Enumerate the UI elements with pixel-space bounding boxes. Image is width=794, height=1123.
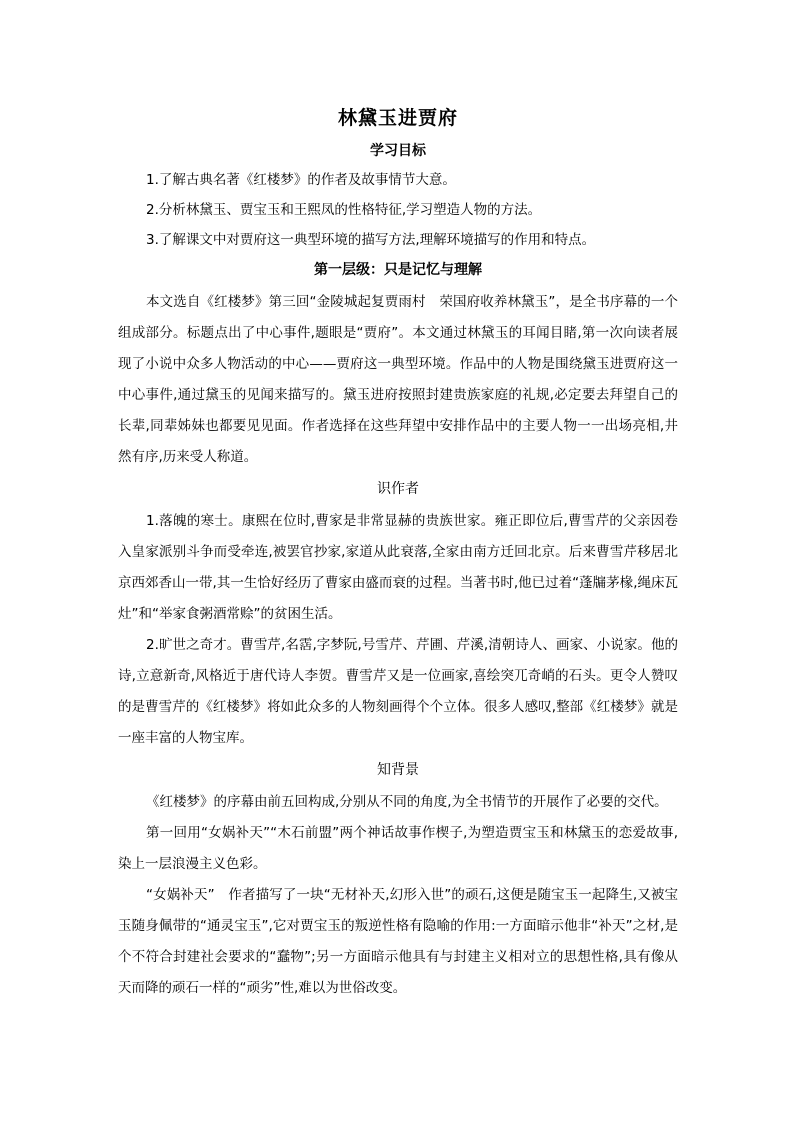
goal-item-2: 2.分析林黛玉、贾宝玉和王熙凤的性格特征,学习塑造人物的方法。	[146, 202, 542, 218]
goal-item-1: 1.了解古典名著《红楼梦》的作者及故事情节大意。	[146, 172, 456, 188]
background-paragraph-3: “女娲补天” 作者描写了一块“无材补天,幻形入世”的顽石,这便是随宝玉一起降生,又被宝玉随身佩带的“通灵宝玉”,它对贾宝玉的叛逆性格有隐喻的作用:一方面暗示他非“补天”之材,是个不符合封建社会要求的“蠢物”;另一方面暗示他具有与封建主义相对立的思想性格,具有像从天而降的顽石一样的“顽劣”性,难以为世俗改变。	[118, 887, 678, 996]
goals-heading: 学习目标	[370, 143, 426, 159]
page-title: 林黛玉进贾府	[337, 107, 458, 129]
background-paragraph-1: 《红楼梦》的序幕由前五回构成,分别从不同的角度,为全书情节的开展作了必要的交代。	[146, 794, 668, 810]
goal-item-3: 3.了解课文中对贾府这一典型环境的描写方法,理解环境描写的作用和特点。	[146, 232, 596, 248]
level-heading: 第一层级：只是记忆与理解	[314, 262, 482, 278]
author-heading: 识作者	[377, 481, 419, 497]
background-heading: 知背景	[377, 762, 419, 778]
intro-paragraph: 本文选自《红楼梦》第三回“金陵城起复贾雨村 荣国府收养林黛玉”，是全书序幕的一个组成部分。标题点出了中心事件,题眼是“贾府”。本文通过林黛玉的耳闻目睹,第一次向读者展现了小说中众多人物活动的中心——贾府这一典型环境。作品中的人物是围绕黛玉进贾府这一中心事件,通过黛玉的见闻来描写的。黛玉进府按照封建贵族家庭的礼规,必定要去拜望自己的长辈,同辈姊妹也都要见见面。作者选择在这些拜望中安排作品中的主要人物一一出场亮相,井然有序,历来受人称道。	[118, 294, 678, 465]
background-paragraph-2: 第一回用“女娲补天”“木石前盟”两个神话故事作楔子,为塑造贾宝玉和林黛玉的恋爱故事,染上一层浪漫主义色彩。	[118, 825, 678, 872]
author-paragraph-1: 1.落魄的寒士。康熙在位时,曹家是非常显赫的贵族世家。雍正即位后,曹雪芹的父亲因卷入皇家派别斗争而受牵连,被罢官抄家,家道从此衰落,全家由南方迁回北京。后来曹雪芹移居北京西郊香山一带,其一生恰好经历了曹家由盛而衰的过程。当著书时,他已过着“蓬牖茅椽,绳床瓦灶”和“举家食粥酒常赊”的贫困生活。	[118, 513, 678, 622]
document-body	[118, 103, 678, 1004]
author-paragraph-2: 2.旷世之奇才。曹雪芹,名霑,字梦阮,号雪芹、芹圃、芹溪,清朝诗人、画家、小说家。他的诗,立意新奇,风格近于唐代诗人李贺。曹雪芹又是一位画家,喜绘突兀奇峭的石头。更令人赞叹的是曹雪芹的《红楼梦》将如此众多的人物刻画得个个立体。很多人感叹,整部《红楼梦》就是一座丰富的人物宝库。	[118, 637, 678, 746]
